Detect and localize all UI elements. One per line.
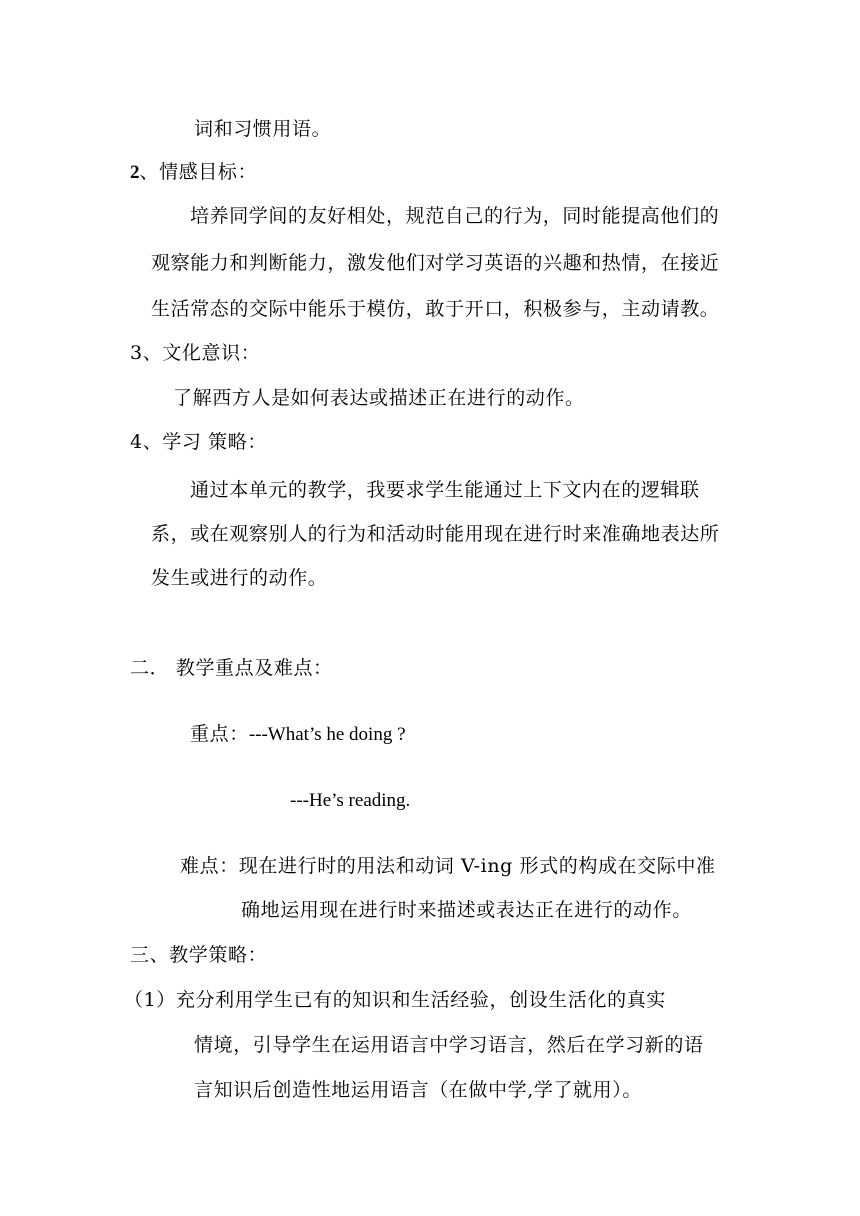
paragraph-line: 观察能力和判断能力，激发他们对学习英语的兴趣和热情，在接近	[151, 252, 720, 274]
section-heading-teaching-strategy: 三、教学策略：	[130, 944, 268, 966]
strategy-line: 情境，引导学生在运用语言中学习语言，然后在学习新的语	[194, 1034, 704, 1056]
heading-learning-strategy: 4、学习 策略：	[130, 431, 267, 453]
heading-cultural-awareness: 3、文化意识：	[130, 342, 261, 364]
key-point-answer: ---He’s reading.	[290, 790, 411, 811]
paragraph-line: 生活常态的交际中能乐于模仿，敢于开口，积极参与，主动请教。	[151, 298, 720, 320]
paragraph-line: 培养同学间的友好相处，规范自己的行为，同时能提高他们的	[190, 205, 720, 227]
difficulty-line: 确地运用现在进行时来描述或表达正在进行的动作。	[241, 899, 692, 921]
paragraph-line: 系，或在观察别人的行为和活动时能用现在进行时来准确地表达所	[151, 523, 720, 545]
heading-emotional-goal	[130, 160, 257, 185]
section-heading-key-points: 二． 教学重点及难点：	[130, 657, 333, 679]
paragraph-line: 发生或进行的动作。	[151, 567, 328, 589]
paragraph-line: 了解西方人是如何表达或描述正在进行的动作。	[173, 387, 585, 409]
paragraph-line: 词和习惯用语。	[194, 118, 332, 140]
strategy-line: （1）充分利用学生已有的知识和生活经验，创设生活化的真实	[124, 989, 666, 1011]
key-point-question: ---What’s he doing ?	[248, 724, 406, 745]
heading-text: 、情感目标：	[139, 161, 258, 183]
key-point-label: 重点：	[190, 723, 249, 745]
difficulty-line: 难点：现在进行时的用法和动词 V-ing 形式的构成在交际中准	[180, 855, 716, 877]
key-point-line	[190, 722, 406, 747]
paragraph-line: 通过本单元的教学，我要求学生能通过上下文内在的逻辑联	[190, 479, 700, 501]
heading-number: 2	[130, 162, 140, 183]
strategy-line: 言知识后创造性地运用语言（在做中学,学了就用）。	[194, 1079, 642, 1101]
